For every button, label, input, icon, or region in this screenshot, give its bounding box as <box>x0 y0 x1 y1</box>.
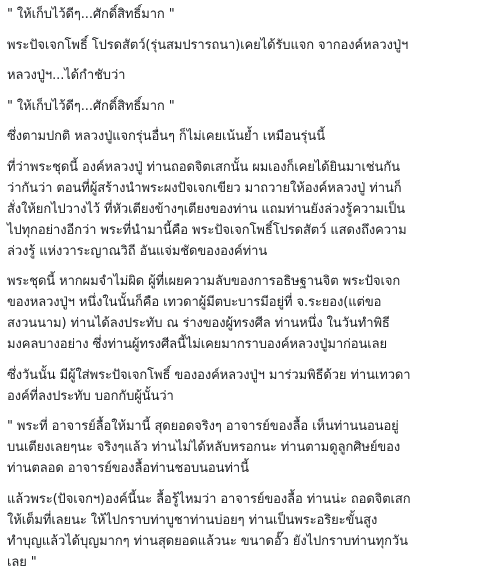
quote-paragraph-1: " ให้เก็บไว้ดีๆ...ศักดิ์สิทธิ์มาก " <box>7 7 175 22</box>
deity-quote-paragraph: " พระที่ อาจารย์ลื้อให้มานี้ สุดยอดจริงๆ อาจารย์ของลื้อ เห็นท่านนอนอยู่ บนเตียงเลยๆนะ จริงๆแล้ว ท่านไม่ได้หลับหรอกนะ ท่านตามดูลูกศิษย์ของ ท่านตลอด อาจารย์ของลื้อท่านชอบนอนท่านี้ <box>7 419 401 476</box>
ceremony-day-paragraph: ซึ่งวันนั้น มีผู้ใส่พระปัจเจกโพธิ์ ขององค์หลวงปู่ฯ มาร่วมพิธีด้วย ท่านเทวดา องค์ที่ลงประทับ บอกกับผู้นั้นว่า <box>7 367 411 404</box>
normal-practice-paragraph: ซึ่งตามปกติ หลวงปู่แจกรุ่นอื่นๆ ก็ไม่เคยเน้นย้ำ เหมือนรุ่นนี้ <box>7 129 325 144</box>
amulet-intro-paragraph: พระปัจเจกโพธิ์ โปรดสัตว์(รุ่นสมปรารถนา)เคยได้รับแจก จากองค์หลวงปู่ฯ <box>7 37 409 53</box>
closing-quote-paragraph: แล้วพระ(ปัจเจกฯ)องค์นี้นะ ลื้อรู้ไหมว่า อาจารย์ของลื้อ ท่านน่ะ ถอดจิตเสก ให้เต็มที่เลยนะ ให้ไปกราบท่าบูชาท่านบ่อยๆ ท่านเป็นพระอริยะขั้นสูง ทำบุญแล้วได้บุญมากๆ ท่านสุดยอดแล้วนะ ขนาดอั๊ว ยังไปกราบท่านทุกวัน เลย " <box>7 491 411 570</box>
quote-paragraph-2: " ให้เก็บไว้ดีๆ...ศักดิ์สิทธิ์มาก " <box>7 98 175 114</box>
consecration-story-paragraph: ที่ว่าพระชุดนี้ องค์หลวงปู่ ท่านถอดจิตเสกนั้น ผมเองก็เคยได้ยินมาเช่นกัน ว่ากันว่า ตอนที่ผู้สร้างนำพระผงปัจเจกเขียว มาถวายให้องค์หลวงปู่ ท่านก็ สั่งให้ยกไปวางไว้ ที่หัวเตียงข้างๆเตียงของท่าน แถมท่านยังล่วงรู้ความเป็น ไปทุกอย่างอีกว่า พระที่นำมานี้คือ พระปัจเจกโพธิ์โปรดสัตว์ แสดงถึงความ ล่วงรู้ แห่งวาระญาณวิถี อันแจ่มชัดขององค์ท่าน <box>7 159 407 259</box>
secret-revealed-paragraph: พระชุดนี้ หากผมจำไม่ผิด ผู้ที่เผยความลับของการอธิษฐานจิต พระปัจเจก ของหลวงปู่ฯ หนึ่งในนั้นก็คือ เทวดาผู้มีตบะบารมีอยู่ที่ จ.ระยอง(แต่ขอ สงวนนาม) ท่านได้ลงประทับ ณ ร่างของผู้ทรงศีล ท่านหนึ่ง ในวันทำพิธี มงคลบางอย่าง ซึ่งท่านผู้ทรงศีลนี้ไม่เคยมากราบองค์หลวงปู่มาก่อนเลย <box>7 274 401 352</box>
abbot-instruction-paragraph: หลวงปู่ฯ...ได้กำชับว่า <box>7 68 126 83</box>
